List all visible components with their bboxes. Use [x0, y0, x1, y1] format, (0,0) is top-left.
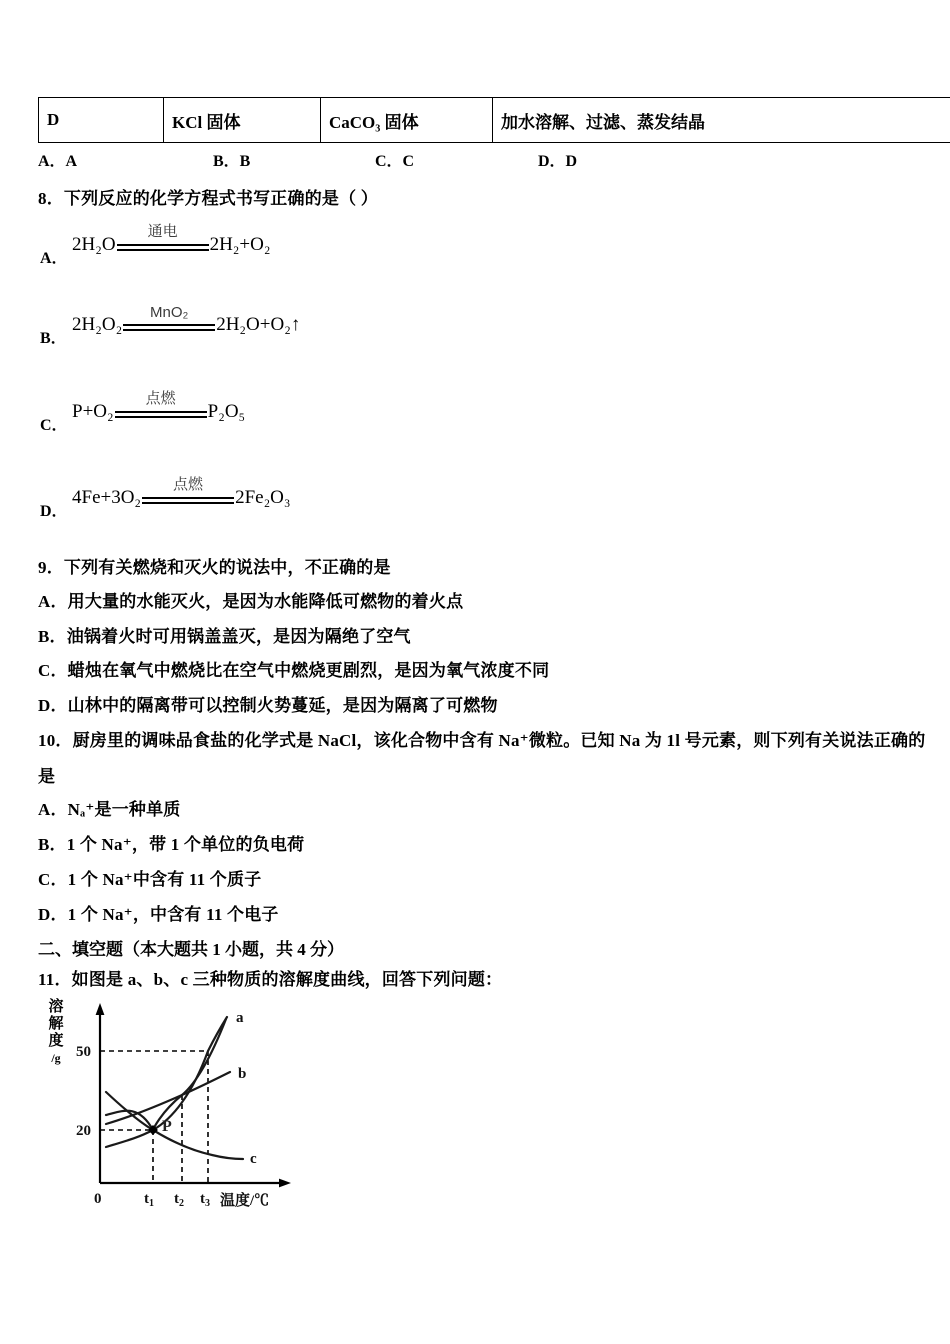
- chart-svg: [40, 995, 310, 1210]
- reaction-condition-c: 点燃: [145, 390, 176, 407]
- chart-series-label-c: c: [250, 1151, 257, 1167]
- question-10-option-c[interactable]: C．1 个 Na⁺中含有 11 个质子: [38, 870, 262, 889]
- equation-d-rhs: 2Fe₂O₃: [235, 487, 291, 508]
- answer-choice-d[interactable]: D．D: [538, 153, 578, 170]
- chart-axes: [96, 1003, 291, 1187]
- y-axis-label-char-1: 解: [48, 1016, 64, 1032]
- reaction-arrow-icon: [115, 390, 207, 419]
- question-8-stem: 8．下列反应的化学方程式书写正确的是（ ）: [38, 189, 378, 208]
- equation-b-lhs: 2H₂O₂: [72, 314, 123, 335]
- question-9-option-d[interactable]: D．山林中的隔离带可以控制火势蔓延，是因为隔离了可燃物: [38, 696, 498, 715]
- question-10-stem-line-1: 10．厨房里的调味品食盐的化学式是 NaCl，该化合物中含有 Na⁺微粒。已知 Na 为 1l 号元素，则下列有关说法正确的: [38, 731, 926, 750]
- y-axis-label-char-0: 溶: [48, 999, 64, 1015]
- table-cell-method: 加水溶解、过滤、蒸发结晶: [493, 98, 950, 143]
- reaction-condition-d: 点燃: [173, 476, 204, 493]
- chart-series-a: [106, 1019, 226, 1130]
- equation-c-rhs: P₂O₅: [207, 401, 246, 422]
- chart-y-tick-50: 50: [76, 1044, 91, 1060]
- question-8-option-d-label[interactable]: D．: [40, 503, 68, 520]
- equation-a-rhs: 2H₂+O₂: [209, 234, 271, 255]
- y-axis-label-char-2: 度: [48, 1033, 64, 1049]
- question-11-stem: 11．如图是 a、b、c 三种物质的溶解度曲线，回答下列问题：: [38, 970, 503, 989]
- question-8-option-c-label[interactable]: C．: [40, 417, 68, 434]
- question-10-option-d[interactable]: D．1 个 Na⁺，中含有 11 个电子: [38, 905, 279, 924]
- question-10-option-b[interactable]: B．1 个 Na⁺，带 1 个单位的负电荷: [38, 835, 305, 854]
- chart-series-label-b: b: [238, 1066, 247, 1082]
- table-row: [39, 98, 950, 143]
- answer-choice-row: [38, 148, 912, 172]
- reaction-arrow-icon: [123, 304, 215, 332]
- question-8-equation-a: [72, 223, 271, 256]
- answer-choice-c[interactable]: C．C: [375, 153, 415, 170]
- equation-c-lhs: P+O₂: [72, 401, 114, 422]
- chart-x-tick-0: 0: [94, 1191, 102, 1207]
- question-9-option-c[interactable]: C．蜡烛在氧气中燃烧比在空气中燃烧更剧烈，是因为氧气浓度不同: [38, 661, 550, 680]
- question-9-option-a[interactable]: A．用大量的水能灭火，是因为水能降低可燃物的着火点: [38, 592, 464, 611]
- answer-choice-b[interactable]: B．B: [213, 153, 251, 170]
- chart-x-axis-label: 温度/℃: [220, 1193, 270, 1209]
- equation-b-rhs: 2H₂O+O₂↑: [216, 314, 301, 335]
- question-8-option-a-label[interactable]: A．: [40, 250, 68, 267]
- equation-d-lhs: 4Fe+3O₂: [72, 487, 142, 508]
- reaction-condition-a: 通电: [147, 223, 178, 240]
- chart-dashed-guides: [100, 1051, 208, 1183]
- solubility-curve-chart: [40, 995, 310, 1210]
- table-cell-substance-1: KCl 固体: [164, 98, 321, 143]
- question-10-option-a[interactable]: A．Nₐ⁺是一种单质: [38, 800, 181, 819]
- section-2-heading: 二、填空题（本大题共 1 小题，共 4 分）: [38, 940, 344, 959]
- question-9-option-b[interactable]: B．油锅着火时可用锅盖盖灭，是因为隔绝了空气: [38, 627, 411, 646]
- chart-y-tick-20: 20: [76, 1123, 91, 1139]
- question-10-stem-line-2: 是: [38, 767, 56, 786]
- chart-series-label-a: a: [236, 1010, 244, 1026]
- reaction-arrow-icon: [142, 476, 234, 505]
- question-8-equation-b: [72, 304, 301, 336]
- table-cell-substance-2: CaCO₃ 固体: [321, 98, 493, 143]
- reaction-condition-b: MnO₂: [150, 304, 189, 321]
- y-axis-label-unit: /g: [51, 1051, 61, 1065]
- question-8-equation-d: [72, 476, 291, 509]
- table-cell-option-letter: D: [39, 98, 164, 143]
- options-table: [38, 97, 950, 143]
- chart-x-tick-t2: $t_2$: [174, 1191, 184, 1209]
- question-9-stem: 9．下列有关燃烧和灭火的说法中，不正确的是: [38, 558, 391, 577]
- chart-x-tick-t3: $t_3$: [200, 1191, 210, 1209]
- chart-x-tick-t1: $t_1$: [144, 1191, 154, 1209]
- chart-series-b: [106, 1072, 230, 1124]
- question-8-option-b-label[interactable]: B．: [40, 330, 67, 347]
- question-8-equation-c: [72, 390, 246, 423]
- chart-y-axis-label: [44, 999, 68, 1067]
- equation-a-lhs: 2H₂O: [72, 234, 116, 255]
- reaction-arrow-icon: [117, 223, 209, 252]
- answer-choice-a[interactable]: A．A: [38, 153, 78, 170]
- chart-annotation-p: P: [162, 1118, 172, 1135]
